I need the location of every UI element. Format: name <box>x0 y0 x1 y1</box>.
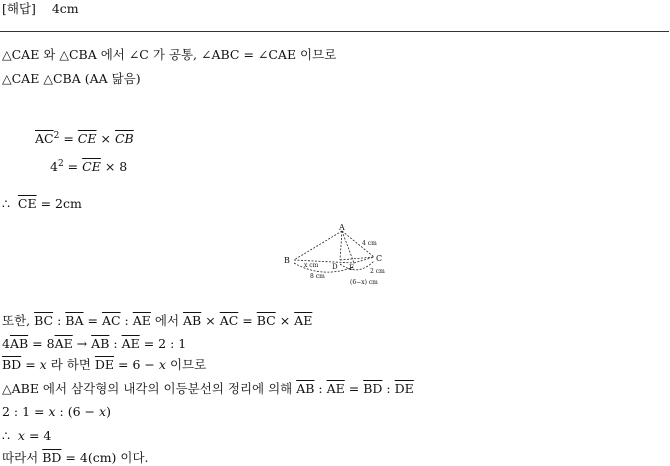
segment-cb: $\overline{CB}$ <box>114 131 134 146</box>
exponent: 2 <box>57 159 64 169</box>
therefore-symbol: ∴ <box>2 196 10 211</box>
ratio-result: = 2 : 1 <box>143 336 187 351</box>
ce-value: = 2cm <box>40 196 82 211</box>
theorem-text: △ABE 에서 삼각형의 내각의 이등분선의 정리에 의해 <box>2 381 293 396</box>
segment-ac: $\overline{AC}$ <box>101 313 121 328</box>
answer-header <box>2 1 79 17</box>
segment-ab: $\overline{AB}$ <box>183 313 202 328</box>
answer-value: 4cm <box>51 1 79 16</box>
connector-text: 이므로 <box>169 357 207 372</box>
segment-ae: $\overline{AE}$ <box>326 381 345 396</box>
final-answer: = 4(cm) 이다. <box>65 450 149 465</box>
product-term: × 8 <box>104 159 128 174</box>
solution-line-8 <box>2 357 206 373</box>
ratio-left: 2 : 1 = <box>2 404 45 419</box>
segment-bd: $\overline{BD}$ <box>2 357 22 372</box>
vertex-c: C <box>376 254 383 263</box>
ratio-right: : (6 − <box>59 404 96 419</box>
intro-text: 또한, <box>2 313 31 328</box>
segment-ae: $\overline{AE}$ <box>54 336 73 351</box>
triangle-figure <box>282 223 392 289</box>
connector-text: 에서 <box>154 313 180 328</box>
coefficient: 4 <box>2 336 10 351</box>
label-bd-length: x cm <box>304 262 319 269</box>
variable-x: x <box>158 357 166 372</box>
equals-sign: = <box>63 131 74 146</box>
segment-bc: $\overline{BC}$ <box>34 313 54 328</box>
times-sign: × <box>205 313 216 328</box>
exponent: 2 <box>53 131 60 141</box>
solution-line-9 <box>2 381 414 397</box>
solution-line-1 <box>2 47 336 63</box>
segment-de: $\overline{DE}$ <box>394 381 414 396</box>
colon: : <box>57 313 62 328</box>
segment-ae: $\overline{AE}$ <box>132 313 151 328</box>
answer-label: [해답] <box>2 1 36 16</box>
divider <box>0 31 669 32</box>
colon: : <box>113 336 118 351</box>
solution-line-11 <box>2 428 51 444</box>
equals-sign: = <box>348 381 360 396</box>
colon: : <box>124 313 129 328</box>
solution-line-10 <box>2 404 111 420</box>
times-sign: × <box>279 313 291 328</box>
solution-line-2 <box>2 71 141 87</box>
variable-x: x <box>48 404 56 419</box>
equals-term: = 8 <box>32 336 55 351</box>
x-value: = 4 <box>28 428 52 443</box>
variable-x: x <box>99 404 107 419</box>
segment-bd: $\overline{BD}$ <box>42 450 62 465</box>
similarity-reason: △CAE 와 △CBA 에서 ∠C 가 공통, ∠ABC = ∠CAE 이므로 <box>2 47 337 62</box>
variable-x: x <box>17 428 25 443</box>
equals-sign: = <box>25 357 36 372</box>
base-number: 4 <box>50 159 58 174</box>
segment-ae: $\overline{AE}$ <box>294 313 313 328</box>
close-paren: ) <box>106 404 111 419</box>
segment-ac: $\overline{AC}$ <box>35 131 54 146</box>
equation-2 <box>50 156 127 175</box>
label-ac-length: 4 cm <box>362 240 377 247</box>
label-dc-length: (6−x) cm <box>350 279 378 286</box>
colon: : <box>386 381 391 396</box>
times-sign: × <box>100 131 111 146</box>
segment-ce: $\overline{CE}$ <box>17 196 37 211</box>
conclusion-text: 따라서 <box>2 450 39 465</box>
label-be-length: 8 cm <box>310 273 325 280</box>
segment-ba: $\overline{BA}$ <box>65 313 84 328</box>
solution-line-6 <box>2 313 312 329</box>
segment-bc: $\overline{BC}$ <box>256 313 276 328</box>
variable-x: x <box>39 357 47 372</box>
segment-ae: $\overline{AE}$ <box>121 336 140 351</box>
equals-sign: = <box>87 313 98 328</box>
equation-1 <box>35 128 134 147</box>
segment-ac: $\overline{AC}$ <box>219 313 239 328</box>
vertex-d: D <box>332 263 338 271</box>
segment-ab: $\overline{AB}$ <box>91 336 110 351</box>
solution-line-12 <box>2 450 149 466</box>
segment-ab: $\overline{AB}$ <box>9 336 29 351</box>
segment-ab: $\overline{AB}$ <box>296 381 315 396</box>
segment-ce: $\overline{CE}$ <box>77 131 97 146</box>
therefore-symbol: ∴ <box>2 428 10 443</box>
triangle-cae: △CAE <box>2 71 40 86</box>
arrow-icon: → <box>76 336 88 351</box>
equals-sign: = <box>242 313 253 328</box>
vertex-a: A <box>339 223 345 232</box>
label-ec-length: 2 cm <box>370 268 385 275</box>
equals-sign: = <box>67 159 79 174</box>
vertex-e: E <box>349 264 355 272</box>
segment-bd: $\overline{BD}$ <box>363 381 383 396</box>
solution-line-7 <box>2 336 186 352</box>
vertex-b: B <box>284 256 290 265</box>
colon: : <box>318 381 323 396</box>
de-expression: = 6 − <box>118 357 155 372</box>
triangle-cba-similar: △CBA (AA 닮음) <box>43 71 141 86</box>
connector-text: 라 하면 <box>50 357 91 372</box>
segment-de: $\overline{DE}$ <box>94 357 115 372</box>
segment-ce: $\overline{CE}$ <box>82 159 101 174</box>
solution-line-ce <box>2 196 82 212</box>
